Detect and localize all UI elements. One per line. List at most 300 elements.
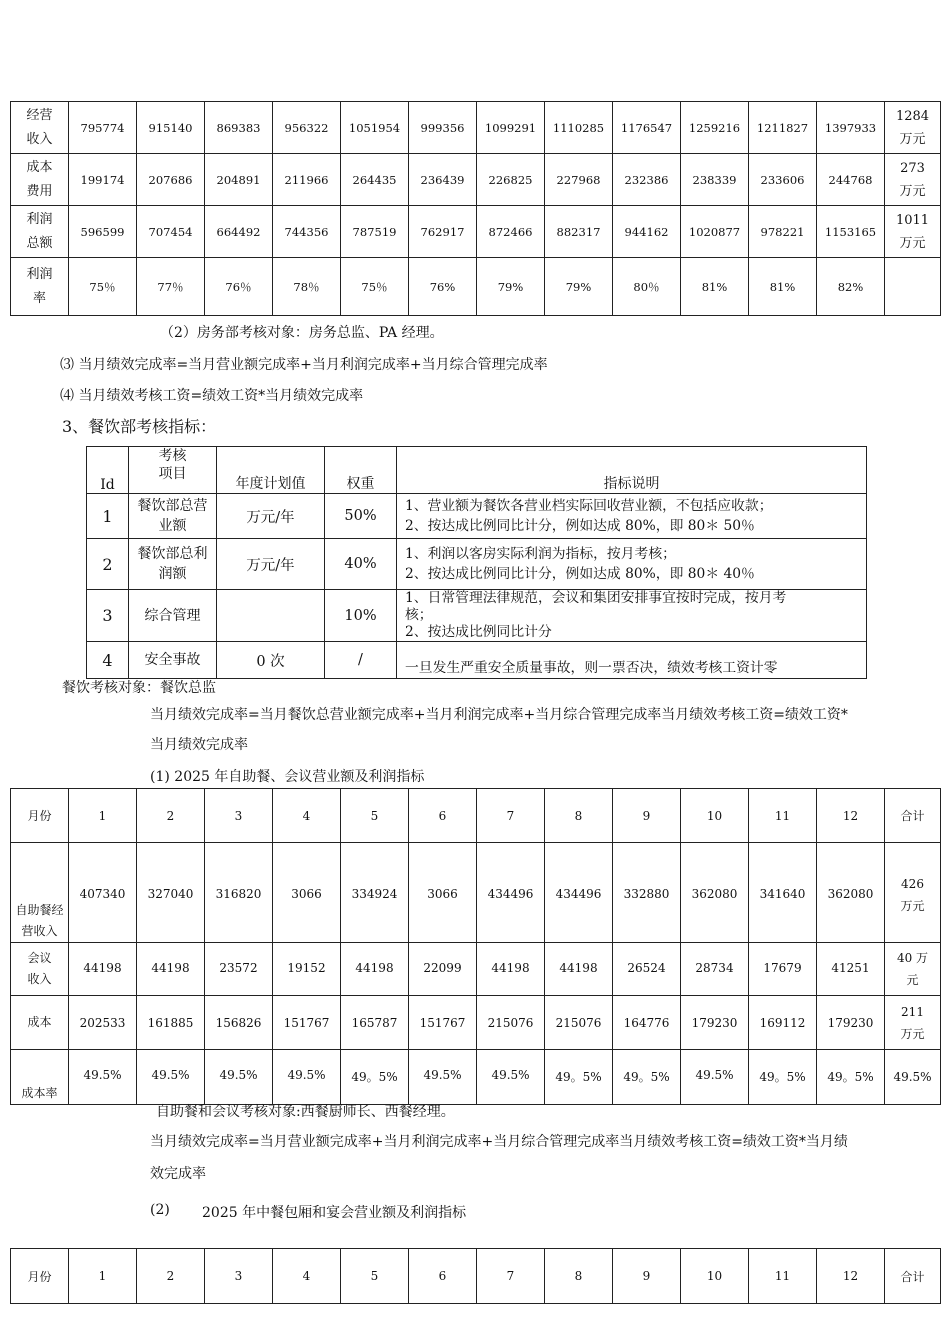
table-cell	[613, 943, 681, 996]
table-cell-text: 707454	[148, 224, 193, 239]
table-cell-text: 161885	[147, 1015, 194, 1030]
kpi-desc	[397, 642, 867, 679]
table-cell	[681, 258, 749, 316]
fb-formula-line1: 当月绩效完成率=当月餐饮总营业额完成率+当月利润完成率+当月综合管理完成率当月绩效考核工资=绩效工资*	[150, 707, 848, 723]
room-revenue-table	[10, 101, 941, 316]
table-cell	[273, 258, 341, 316]
kpi-item	[129, 642, 217, 679]
chinese-banquet-table	[10, 1248, 941, 1304]
month-header	[613, 1249, 681, 1304]
months-label-text: 月份	[27, 809, 52, 823]
table-cell-text: 49.5%	[219, 1068, 258, 1082]
table-header-row	[87, 447, 867, 494]
table-cell	[69, 102, 137, 154]
month-header	[409, 789, 477, 843]
total-cell-text: 万元	[899, 131, 926, 147]
table-cell	[681, 102, 749, 154]
table-cell-text: 26524	[627, 961, 666, 975]
kpi-weight-text: /	[358, 652, 363, 668]
row-label-text: 成本	[26, 159, 53, 175]
table-cell	[749, 102, 817, 154]
header-plan-text: 年度计划值	[235, 476, 306, 492]
kpi-desc	[397, 494, 867, 539]
table-cell-text: 49.5%	[83, 1068, 122, 1082]
month-header-text: 10	[706, 1269, 723, 1283]
row-label-text: 总额	[26, 235, 53, 251]
total-cell-text: 万元	[900, 899, 925, 913]
month-header-text: 6	[438, 808, 447, 823]
table-cell-text: 362080	[691, 887, 738, 901]
total-cell	[885, 206, 941, 258]
month-header	[69, 789, 137, 843]
total-cell	[885, 996, 941, 1050]
table-cell-text: 164776	[623, 1015, 670, 1030]
kpi-plan-text: 万元/年	[246, 557, 295, 574]
row-label	[11, 258, 69, 316]
table-cell-text: 664492	[216, 224, 261, 239]
table-cell-text: 316820	[215, 887, 262, 901]
table-cell-text: 227968	[556, 172, 601, 187]
table-cell-text: 151767	[419, 1015, 466, 1030]
kpi-plan	[217, 590, 325, 642]
table-cell	[273, 102, 341, 154]
row-label	[11, 102, 69, 154]
total-cell-text: 273	[900, 160, 925, 176]
kpi-plan	[217, 539, 325, 590]
table-cell	[409, 102, 477, 154]
table-cell-text: 156826	[215, 1015, 262, 1030]
table-cell	[409, 843, 477, 943]
table-cell-text: 81%	[769, 279, 796, 294]
table-row	[11, 258, 941, 316]
row-label-text: 率	[32, 290, 46, 306]
kpi-id-text: 2	[102, 554, 113, 574]
month-header-text: 9	[642, 1269, 651, 1283]
month-header	[477, 789, 545, 843]
room-target-text: （2）房务部考核对象：房务总监、PA 经理。	[160, 325, 444, 341]
month-header	[477, 1249, 545, 1304]
table-cell	[205, 996, 273, 1050]
table-cell	[273, 996, 341, 1050]
month-header-text: 2	[166, 1269, 175, 1283]
table-cell-text: 232386	[624, 172, 669, 187]
table-cell	[273, 206, 341, 258]
kpi-plan	[217, 494, 325, 539]
table-cell	[137, 258, 205, 316]
table-cell	[409, 996, 477, 1050]
table-cell-text: 49.5%	[491, 1068, 530, 1082]
month-header-text: 8	[574, 1269, 583, 1283]
table-cell-text: 334924	[351, 887, 398, 901]
table-cell	[477, 943, 545, 996]
table-cell	[545, 843, 613, 943]
table-cell	[749, 996, 817, 1050]
table-cell	[137, 1050, 205, 1105]
table-cell	[341, 154, 409, 206]
table-cell-text: 332880	[623, 887, 670, 901]
table-cell-text: 978221	[760, 224, 805, 239]
table-cell-text: 872466	[488, 224, 533, 239]
table-cell-text: 22099	[423, 961, 462, 975]
table-cell-text: 49.5%	[287, 1068, 326, 1082]
table-cell	[137, 154, 205, 206]
header-id-text: Id	[100, 477, 115, 493]
table-cell-text: 23572	[219, 961, 258, 975]
table-cell-text: 49。5%	[623, 1070, 670, 1084]
table-cell	[613, 258, 681, 316]
month-header-text: 12	[842, 1269, 859, 1283]
header-desc-text: 指标说明	[603, 476, 660, 492]
month-header	[69, 1249, 137, 1304]
table-cell-text: 44198	[355, 961, 394, 975]
table-cell-text: 49.5%	[423, 1068, 462, 1082]
table-cell-text: 49.5%	[151, 1068, 190, 1082]
table-cell	[477, 206, 545, 258]
table-cell	[749, 206, 817, 258]
total-cell-text: 万元	[899, 183, 926, 199]
table-cell	[69, 206, 137, 258]
table-cell	[545, 154, 613, 206]
month-header-text: 9	[642, 808, 651, 823]
table-cell-text: 169112	[759, 1015, 806, 1030]
kpi-plan-text: 0 次	[256, 653, 285, 670]
table-cell	[817, 206, 885, 258]
table-cell	[69, 258, 137, 316]
table-cell-text: 179230	[691, 1015, 738, 1030]
row-label	[11, 206, 69, 258]
month-header	[341, 789, 409, 843]
table-cell	[341, 996, 409, 1050]
table-cell-text: 238339	[692, 172, 737, 187]
total-cell-text: 1284	[895, 108, 930, 124]
table-cell	[681, 943, 749, 996]
table-cell-text: 434496	[487, 887, 534, 901]
table-cell-text: 362080	[827, 887, 874, 901]
table-cell-text: 79%	[565, 279, 592, 294]
month-header-text: 3	[234, 1269, 243, 1283]
table-cell	[477, 996, 545, 1050]
kpi-item	[129, 494, 217, 539]
fb-kpi-table	[86, 446, 867, 679]
total-header	[885, 789, 941, 843]
total-cell-text: 1011	[895, 212, 930, 228]
table-cell-text: 17679	[763, 961, 802, 975]
kpi-item-text: 润额	[158, 566, 187, 582]
table-cell-text: 79%	[497, 279, 524, 294]
table-cell	[69, 843, 137, 943]
table-cell	[273, 154, 341, 206]
header-desc	[397, 447, 867, 494]
table-cell	[817, 154, 885, 206]
table-cell-text: 327040	[147, 887, 194, 901]
kpi-item-text: 综合管理	[144, 607, 201, 624]
table-cell-text: 999356	[420, 120, 465, 135]
table-cell-text: 1397933	[824, 120, 877, 135]
kpi-weight-text: 40%	[344, 556, 377, 572]
table-cell-text: 82%	[837, 279, 864, 294]
table-cell	[341, 1050, 409, 1105]
header-item	[129, 447, 217, 494]
kpi-weight	[325, 539, 397, 590]
table-cell	[137, 843, 205, 943]
month-header	[273, 789, 341, 843]
row-label-text: 收入	[27, 972, 52, 986]
table-cell-text: 882317	[556, 224, 601, 239]
chinese-table-title: 2025 年中餐包厢和宴会营业额及利润指标	[202, 1205, 467, 1221]
table-cell	[749, 154, 817, 206]
kpi-desc-text: 核；	[405, 607, 433, 623]
table-cell-text: 341640	[759, 887, 806, 901]
month-header-text: 12	[842, 808, 859, 823]
kpi-item-text: 业额	[158, 518, 187, 534]
month-header-text: 11	[774, 1269, 791, 1283]
table-cell	[69, 943, 137, 996]
kpi-desc-text: 2、按达成比例同比计分	[405, 624, 552, 640]
row-label	[11, 943, 69, 996]
table-cell-text: 49.5%	[695, 1068, 734, 1082]
table-cell	[749, 258, 817, 316]
total-header-text: 合计	[900, 1269, 925, 1284]
formula-4: ⑷ 当月绩效考核工资=绩效工资*当月绩效完成率	[60, 388, 364, 404]
table-cell	[137, 996, 205, 1050]
table-cell	[273, 1050, 341, 1105]
total-cell-text: 426	[901, 877, 924, 891]
month-header	[273, 1249, 341, 1304]
table-cell-text: 78％	[293, 279, 320, 294]
table-cell	[681, 843, 749, 943]
total-cell	[885, 843, 941, 943]
row-label-text: 费用	[26, 183, 53, 199]
table-row	[87, 539, 867, 590]
row-label-text: 经营	[26, 107, 53, 123]
table-cell	[273, 843, 341, 943]
table-cell	[205, 943, 273, 996]
table-cell	[817, 102, 885, 154]
row-label-text: 利润	[26, 211, 53, 227]
table-cell	[749, 943, 817, 996]
buffet-meeting-table	[10, 788, 941, 1105]
table-cell	[613, 206, 681, 258]
table-cell-text: 76%	[429, 279, 456, 294]
month-header-text: 7	[506, 1269, 515, 1283]
row-label	[11, 843, 69, 943]
table-cell-text: 41251	[831, 961, 870, 975]
table-cell	[341, 943, 409, 996]
table-cell	[137, 102, 205, 154]
table-cell-text: 165787	[351, 1015, 398, 1030]
table-cell	[545, 206, 613, 258]
header-item-text: 考核	[158, 448, 187, 464]
row-label	[11, 1050, 69, 1105]
table-cell	[409, 258, 477, 316]
month-header-text: 8	[574, 808, 583, 823]
table-cell-text: 49。5%	[555, 1070, 602, 1084]
kpi-item-text: 安全事故	[144, 652, 201, 668]
month-header-text: 10	[706, 808, 723, 823]
kpi-plan-text: 万元/年	[246, 509, 295, 526]
kpi-item-text: 餐饮部总营	[137, 498, 208, 514]
month-header-text: 1	[98, 808, 107, 823]
formula-3: ⑶ 当月绩效完成率=当月营业额完成率+当月利润完成率+当月综合管理完成率	[60, 357, 548, 373]
table-cell-text: 1110285	[552, 120, 605, 135]
table-row	[11, 1050, 941, 1105]
table-cell	[409, 206, 477, 258]
total-cell-text: 211	[901, 1004, 924, 1019]
month-header	[137, 1249, 205, 1304]
row-label-text: 收入	[26, 131, 53, 147]
table-row	[11, 154, 941, 206]
table-cell-text: 244768	[828, 172, 873, 187]
table-cell-text: 944162	[624, 224, 669, 239]
table-cell-text: 915140	[148, 120, 193, 135]
table-cell-text: 233606	[760, 172, 805, 187]
table-cell-text: 1020877	[688, 224, 741, 239]
buffet-target-text: 自助餐和会议考核对象:西餐厨师长、西餐经理。	[156, 1104, 455, 1120]
month-header-text: 5	[370, 1269, 379, 1283]
kpi-id	[87, 590, 129, 642]
table-cell-text: 1176547	[620, 120, 673, 135]
header-id	[87, 447, 129, 494]
month-header-text: 4	[302, 808, 311, 823]
table-cell-text: 44198	[491, 961, 530, 975]
kpi-desc-text: 1、利润以客房实际利润为指标，按月考核；	[405, 546, 676, 562]
month-header	[409, 1249, 477, 1304]
month-header	[749, 1249, 817, 1304]
table-cell-text: 795774	[80, 120, 125, 135]
table-cell-text: 179230	[827, 1015, 874, 1030]
row-label-text: 自助餐经	[15, 903, 64, 917]
table-cell	[477, 258, 545, 316]
kpi-id-text: 3	[102, 606, 113, 625]
table-cell	[341, 258, 409, 316]
kpi-desc	[397, 539, 867, 590]
section-3-heading: 3、餐饮部考核指标：	[62, 417, 217, 436]
kpi-id-text: 1	[102, 506, 113, 526]
table-cell-text: 1211827	[756, 120, 809, 135]
table-cell	[409, 1050, 477, 1105]
table-cell	[613, 102, 681, 154]
buffet-formula-line1: 当月绩效完成率=当月营业额完成率+当月利润完成率+当月综合管理完成率当月绩效考核工资=绩效工资*当月绩	[150, 1134, 848, 1150]
table-cell-text: 44198	[559, 961, 598, 975]
total-header-text: 合计	[900, 809, 925, 823]
header-plan	[217, 447, 325, 494]
month-header	[749, 789, 817, 843]
chinese-table-number: (2)	[150, 1202, 170, 1218]
table-cell	[477, 154, 545, 206]
table-cell	[69, 1050, 137, 1105]
kpi-id	[87, 539, 129, 590]
table-cell	[681, 154, 749, 206]
table-cell	[477, 102, 545, 154]
row-label-text: 营收入	[21, 924, 58, 938]
table-cell	[205, 102, 273, 154]
table-cell	[137, 206, 205, 258]
kpi-weight	[325, 642, 397, 679]
table-header-row	[11, 789, 941, 843]
month-header	[205, 789, 273, 843]
table-row	[11, 996, 941, 1050]
table-cell-text: 215076	[555, 1015, 602, 1030]
table-cell	[545, 1050, 613, 1105]
kpi-desc-text: 1、日常管理法律规范，会议和集团安排事宜按时完成，按月考	[405, 590, 787, 606]
total-cell	[885, 943, 941, 996]
table-cell-text: 77％	[157, 279, 184, 294]
table-cell-text: 75％	[361, 279, 388, 294]
month-header-text: 11	[774, 808, 791, 823]
kpi-desc	[397, 590, 867, 642]
total-cell	[885, 1050, 941, 1105]
month-header	[681, 1249, 749, 1304]
table-row	[11, 102, 941, 154]
table-cell	[681, 996, 749, 1050]
table-cell	[545, 943, 613, 996]
table-cell	[749, 1050, 817, 1105]
month-header	[817, 789, 885, 843]
total-cell-text: 元	[906, 973, 919, 987]
table-cell-text: 49。5%	[827, 1070, 874, 1084]
table-cell-text: 215076	[487, 1015, 534, 1030]
table-cell	[613, 154, 681, 206]
table-cell	[69, 154, 137, 206]
table-cell-text: 596599	[80, 224, 125, 239]
table-cell-text: 204891	[216, 172, 261, 187]
total-cell-text: 40 万	[896, 951, 929, 965]
table-row	[87, 642, 867, 679]
table-cell-text: 3066	[291, 887, 322, 901]
month-header	[817, 1249, 885, 1304]
table-cell	[205, 258, 273, 316]
table-row	[11, 943, 941, 996]
table-cell	[613, 996, 681, 1050]
table-cell-text: 226825	[488, 172, 533, 187]
row-label	[11, 996, 69, 1050]
months-label-text: 月份	[27, 1269, 52, 1284]
kpi-id	[87, 642, 129, 679]
month-header-text: 1	[98, 1269, 107, 1283]
table-cell	[477, 843, 545, 943]
fb-target-text: 餐饮考核对象：餐饮总监	[62, 680, 216, 696]
table-cell	[817, 843, 885, 943]
table-cell	[341, 206, 409, 258]
table-cell-text: 151767	[283, 1015, 330, 1030]
table-cell-text: 75％	[89, 279, 116, 294]
header-weight-text: 权重	[346, 476, 375, 492]
table-cell	[409, 943, 477, 996]
table-cell	[817, 996, 885, 1050]
kpi-desc-text: 2、按达成比例同比计分，例如达成 80%，即 80＊ 40％	[405, 566, 755, 582]
table-cell	[681, 206, 749, 258]
kpi-weight-text: 50%	[344, 508, 377, 524]
table-cell-text: 202533	[79, 1015, 126, 1030]
table-cell-text: 80％	[633, 279, 660, 294]
table-cell-text: 44198	[83, 961, 122, 975]
table-cell	[613, 843, 681, 943]
total-cell	[885, 258, 941, 316]
month-header-text: 7	[506, 808, 515, 823]
table-cell	[137, 943, 205, 996]
table-cell	[341, 843, 409, 943]
total-cell-text: 万元	[899, 235, 926, 251]
table-cell-text: 434496	[555, 887, 602, 901]
kpi-desc-text: 一旦发生严重安全质量事故，则一票否决，绩效考核工资计零	[405, 660, 778, 676]
table-cell-text: 76％	[225, 279, 252, 294]
row-label-text: 会议	[27, 951, 52, 965]
kpi-plan	[217, 642, 325, 679]
table-cell-text: 956322	[284, 120, 329, 135]
header-weight	[325, 447, 397, 494]
table-cell-text: 407340	[79, 887, 126, 901]
table-cell	[545, 258, 613, 316]
